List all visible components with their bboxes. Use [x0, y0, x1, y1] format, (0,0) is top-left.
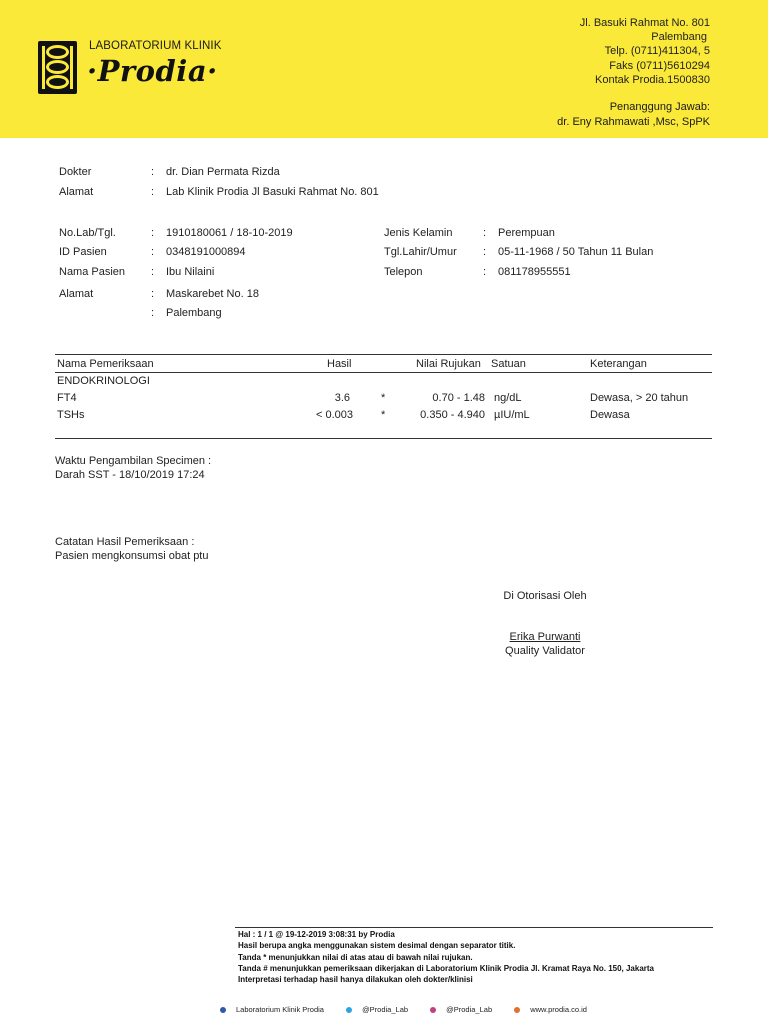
patient-address-label: Alamat [59, 288, 94, 300]
responsible-label: Penanggung Jawab: [609, 101, 710, 113]
address-line: Kontak Prodia.1500830 [595, 73, 710, 86]
notes-value: Pasien mengkonsumsi obat ptu [55, 550, 209, 562]
col-header-rujukan: Nilai Rujukan [416, 358, 481, 370]
row-name: FT4 [57, 392, 77, 404]
col-header-satuan: Satuan [491, 358, 526, 370]
patient-id-value: 0348191000894 [166, 246, 246, 258]
logo-bar-right [70, 46, 73, 89]
row-hasil: < 0.003 [315, 409, 353, 421]
patient-name-value: Ibu Nilaini [166, 266, 215, 278]
dokter-label: Dokter [59, 166, 92, 178]
responsible-name: dr. Eny Rahmawati ,Msc, SpPK [557, 116, 710, 128]
colon: : [151, 307, 155, 319]
table-top-rule [55, 354, 712, 355]
colon: : [483, 227, 487, 239]
row-name: TSHs [57, 409, 85, 421]
col-header-name: Nama Pemeriksaan [57, 358, 154, 370]
twitter-link[interactable] [346, 1005, 418, 1014]
row-keterangan: Dewasa, > 20 tahun [590, 392, 689, 404]
row-rujukan: 0.350 - 4.940 [420, 409, 485, 421]
instagram-icon [430, 1007, 436, 1013]
dokter-value: dr. Dian Permata Rizda [166, 166, 280, 178]
prodia-logo-icon [38, 41, 77, 94]
authorized-by-label: Di Otorisasi Oleh [503, 590, 587, 602]
social-links [220, 1005, 607, 1014]
patient-address-line2: Palembang [166, 307, 222, 319]
nolab-label: No.Lab/Tgl. [59, 227, 116, 239]
footer-line: Interpretasi terhadap hasil hanya dilakukan oleh dokter/klinisi [238, 975, 473, 985]
colon: : [151, 246, 155, 258]
validator-role: Quality Validator [505, 645, 585, 657]
table-header-rule [55, 372, 712, 373]
colon: : [151, 166, 155, 178]
logo-bar-left [42, 46, 45, 89]
birthdate-label: Tgl.Lahir/Umur [384, 246, 457, 258]
row-flag: * [381, 409, 386, 421]
patient-id-label: ID Pasien [59, 246, 107, 258]
logo-ring-bottom [46, 75, 69, 89]
doctor-address-label: Alamat [59, 186, 94, 198]
row-satuan: ng/dL [494, 392, 522, 404]
row-keterangan: Dewasa [590, 409, 630, 421]
phone-label: Telepon [384, 266, 423, 278]
gender-value: Perempuan [498, 227, 555, 239]
address-line: Telp. (0711)411304, 5 [604, 45, 710, 58]
globe-icon [514, 1007, 520, 1013]
colon: : [483, 266, 487, 278]
footer-line: Hasil berupa angka menggunakan sistem desimal dengan separator titik. [238, 941, 516, 951]
specimen-label: Waktu Pengambilan Specimen : [55, 455, 212, 467]
gender-label: Jenis Kelamin [384, 227, 453, 239]
footer-line: Tanda # menunjukkan pemeriksaan dikerjakan di Laboratorium Klinik Prodia Jl. Kramat Raya No. 150, Jakarta [238, 963, 655, 973]
facebook-icon [220, 1007, 226, 1013]
colon: : [151, 266, 155, 278]
colon: : [151, 186, 155, 198]
validator-name: Erika Purwanti [509, 631, 581, 643]
logo-wordmark: ·Prodia· [87, 54, 218, 88]
birthdate-value: 05-11-1968 / 50 Tahun 11 Bulan [498, 246, 654, 258]
logo-ring-middle [46, 60, 69, 74]
logo-subtitle: LABORATORIUM KLINIK [89, 40, 222, 52]
row-rujukan: 0.70 - 1.48 [432, 392, 485, 404]
nolab-value: 1910180061 / 18-10-2019 [166, 227, 293, 239]
footer-line: Hal : 1 / 1 @ 19-12-2019 3:08:31 by Prodia [238, 930, 395, 939]
phone-value: 081178955551 [498, 266, 571, 278]
instagram-label: @Prodia_Lab [446, 1005, 493, 1014]
notes-block [55, 535, 208, 563]
address-line: Palembang [651, 31, 710, 44]
row-flag: * [381, 392, 386, 404]
twitter-label: @Prodia_Lab [362, 1005, 409, 1014]
footer-notes [238, 929, 713, 985]
instagram-link[interactable] [430, 1005, 502, 1014]
twitter-icon [346, 1007, 352, 1013]
colon: : [483, 246, 487, 258]
doctor-address-value: Lab Klinik Prodia Jl Basuki Rahmat No. 801 [166, 186, 379, 198]
address-line: Jl. Basuki Rahmat No. 801 [579, 17, 710, 29]
address-line: Faks (0711)5610294 [609, 59, 710, 72]
col-header-keterangan: Keterangan [590, 358, 647, 370]
footer-line: Tanda * menunjukkan nilai di atas atau di bawah nilai rujukan. [238, 952, 473, 962]
facebook-link[interactable] [220, 1005, 334, 1014]
logo-ring-top [46, 45, 69, 59]
col-header-hasil: Hasil [327, 358, 352, 370]
facebook-label: Laboratorium Klinik Prodia [236, 1005, 324, 1014]
website-label: www.prodia.co.id [530, 1005, 587, 1014]
table-bottom-rule [55, 438, 712, 439]
patient-address-line1: Maskarebet No. 18 [166, 288, 259, 300]
colon: : [151, 227, 155, 239]
colon: : [151, 288, 155, 300]
footer-rule [235, 927, 713, 928]
website-link[interactable] [514, 1005, 597, 1014]
notes-label: Catatan Hasil Pemeriksaan : [55, 536, 195, 548]
patient-name-label: Nama Pasien [59, 266, 126, 278]
responsible-block [557, 100, 710, 130]
lab-address [580, 16, 710, 87]
section-title: ENDOKRINOLOGI [57, 375, 150, 387]
letterhead [0, 0, 768, 138]
row-satuan: µIU/mL [494, 409, 530, 421]
specimen-value: Darah SST - 18/10/2019 17:24 [55, 469, 205, 481]
row-hasil: 3.6 [334, 392, 350, 404]
specimen-block [55, 454, 211, 482]
